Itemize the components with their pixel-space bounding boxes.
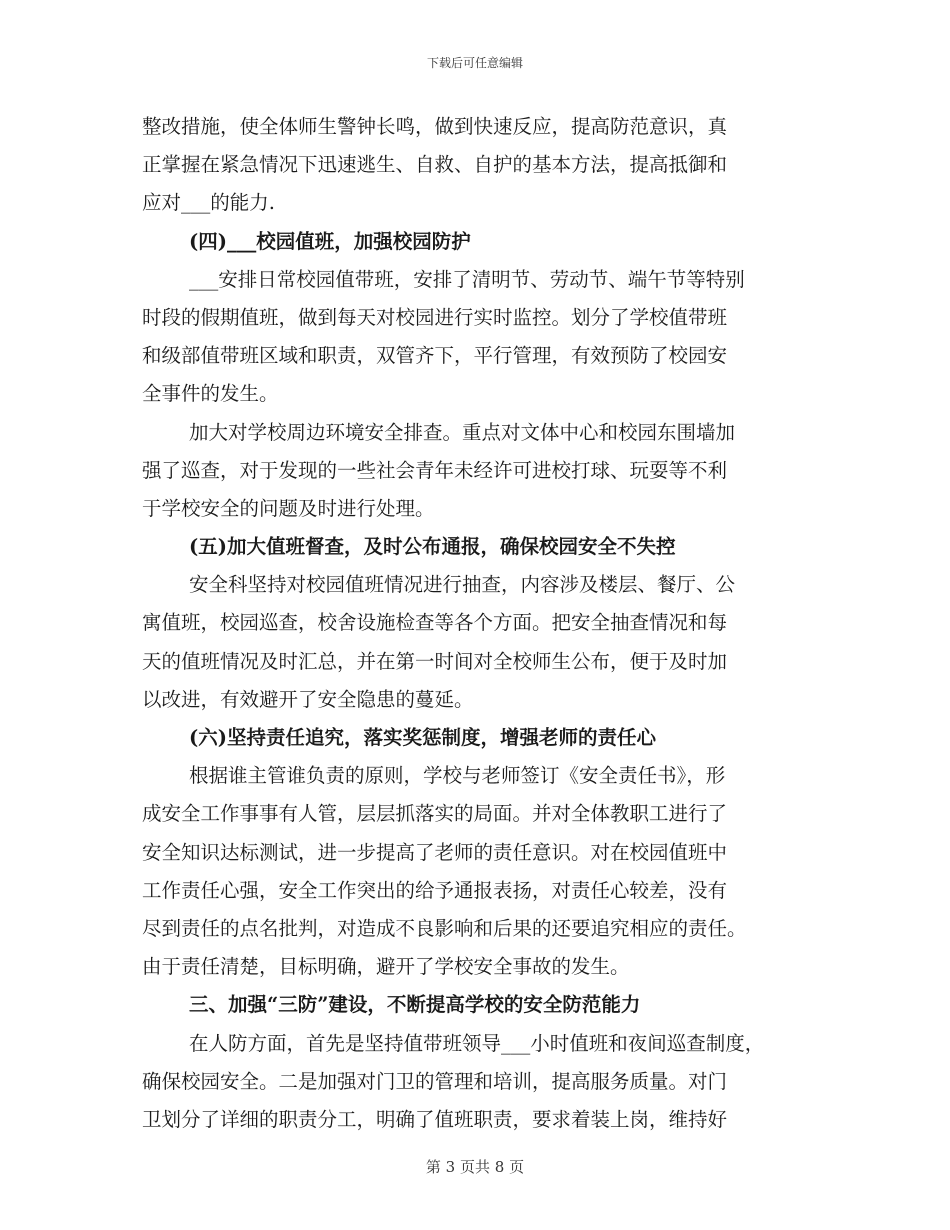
text-line: 确保校园安全。二是加强对门卫的管理和培训，提高服务质量。对门 <box>142 1069 728 1093</box>
document-body <box>142 108 812 1139</box>
text-line: 和级部值带班区域和职责，双管齐下，平行管理，有效预防了校园安 <box>142 344 728 368</box>
text-line: 全事件的发生。 <box>142 382 279 406</box>
text-line: 应对___的能力. <box>142 191 275 215</box>
text-line: 时段的假期值班，做到每天对校园进行实时监控。划分了学校值带班 <box>142 305 728 329</box>
text-line: 安全知识达标测试，进一步提高了老师的责任意识。对在校园值班中 <box>142 840 728 864</box>
text-line: 卫划分了详细的职责分工，明确了值班职责，要求着装上岗，维持好 <box>142 1107 728 1131</box>
text-line: 以改进，有效避开了安全隐患的蔓延。 <box>142 687 474 711</box>
section-heading: (五)加大值班督查，及时公布通报，确保校园安全不失控 <box>189 535 676 559</box>
text-line: 安全科坚持对校园值班情况进行抽查，内容涉及楼层、餐厅、公 <box>189 573 736 597</box>
text-line: 于学校安全的问题及时进行处理。 <box>142 496 435 520</box>
text-line: 正掌握在紧急情况下迅速逃生、自救、自护的基本方法，提高抵御和 <box>142 153 728 177</box>
section-heading: 三、加强“三防”建设，不断提高学校的安全防范能力 <box>189 993 641 1017</box>
text-line: 成安全工作事事有人管，层层抓落实的局面。并对全体教职工进行了 <box>142 802 728 826</box>
text-line: 工作责任心强，安全工作突出的给予通报表扬，对责任心较差，没有 <box>142 878 728 902</box>
text-line: 天的值班情况及时汇总，并在第一时间对全校师生公布，便于及时加 <box>142 649 728 673</box>
section-heading: (六)坚持责任追究，落实奖惩制度，增强老师的责任心 <box>189 726 656 749</box>
text-line: 强了巡查，对于发现的一些社会青年未经许可进校打球、玩耍等不利 <box>142 458 728 482</box>
text-line: 在人防方面，首先是坚持值带班领导___小时值班和夜间巡查制度， <box>189 1031 765 1055</box>
text-line: 尽到责任的点名批判，对造成不良影响和后果的还要追究相应的责任。 <box>142 916 747 940</box>
text-line: ___安排日常校园值带班，安排了清明节、劳动节、端午节等特别 <box>189 267 745 291</box>
text-line: 根据谁主管谁负责的原则，学校与老师签订《安全责任书》，形 <box>189 764 726 788</box>
text-line: 由于责任清楚，目标明确，避开了学校安全事故的发生。 <box>142 955 630 979</box>
text-line: 寓值班，校园巡查，校舍设施检查等各个方面。把安全抽查情况和每 <box>142 611 728 635</box>
text-line: 整改措施，使全体师生警钟长鸣，做到快速反应，提高防范意识，真 <box>142 115 728 138</box>
page-footer: 第 3 页共 8 页 <box>425 1158 525 1176</box>
page-header: 下载后可任意编辑 <box>426 56 523 70</box>
section-heading: (四)___校园值班，加强校园防护 <box>189 229 471 253</box>
text-line: 加大对学校周边环境安全排查。重点对文体中心和校园东围墙加 <box>189 420 736 444</box>
